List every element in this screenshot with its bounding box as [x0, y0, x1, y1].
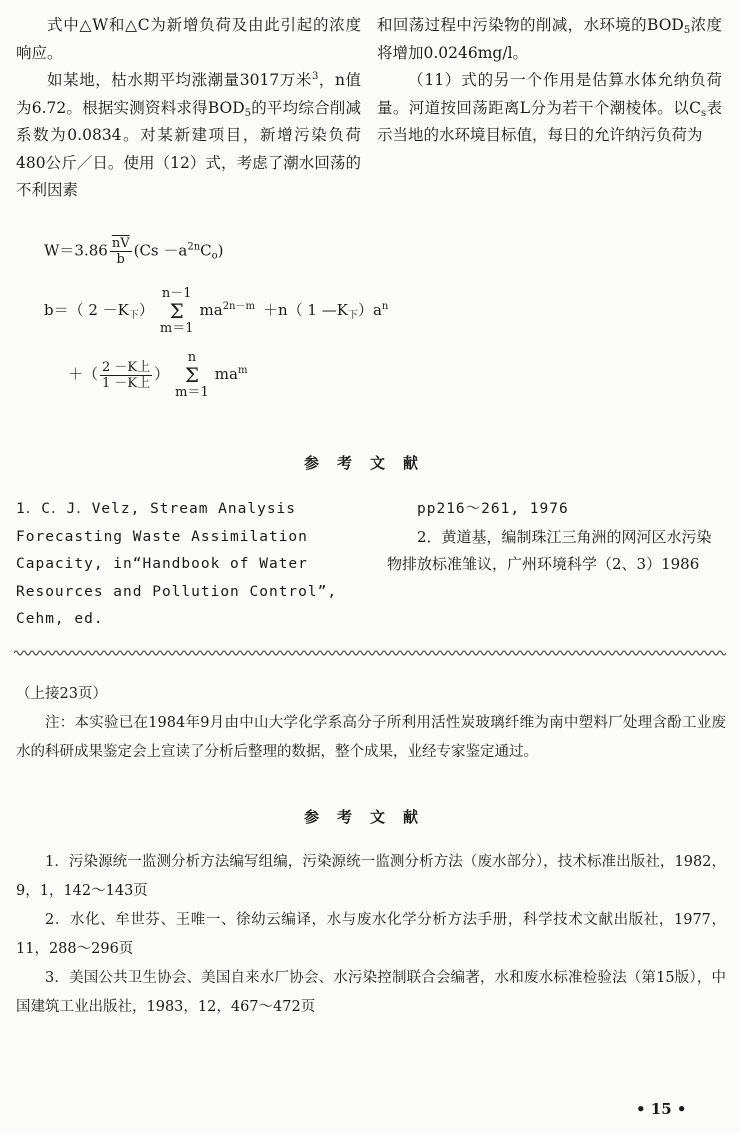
- paragraph: （11）式的另一个作用是估算水体允纳负荷量。河道按回荡距离L分为若干个潮棱体。以$C_s$表示当地的水环境目标值，每日的允许纳污负荷为: [377, 71, 722, 144]
- reference-continuation: pp216～261, 1976: [417, 501, 569, 517]
- note-paragraph: 注：本实验已在1984年9月由中山大学化学系高分子所利用活性炭玻璃纤维为南中塑料厂处理含酚工业废水的科研成果鉴定会上宣读了分析后整理的数据，整个成果，业经专家鉴定通过。: [16, 715, 726, 760]
- reference-item: 3．美国公共卫生协会、美国自来水厂协会、水污染控制联合会编著，水和废水标准检验法（第15版），中国建筑工业出版社，1983，12，467～472页: [16, 970, 726, 1015]
- reference-right-column: [387, 496, 722, 579]
- formula-b-continued: ＋（ $\frac{\text{2 －K上}}{\text{1 －K上}}$ ） n Σ m＝1 $ma^m$: [68, 350, 248, 400]
- continuation-section: [16, 680, 726, 767]
- formula-b: b＝（ $2 -K_下$） n－1 Σ m＝1 $ma^{2n-m} +n$（ 1 $—K_下)a^n$: [44, 286, 389, 336]
- paragraph: 式中△W和△C为新增负荷及由此引起的浓度响应。: [16, 16, 361, 62]
- summation-symbol: n－1 Σ m＝1: [159, 286, 194, 336]
- left-column: [16, 12, 361, 205]
- summation-symbol: n Σ m＝1: [175, 350, 209, 400]
- reference-item: 1．污染源统一监测分析方法编写组编，污染源统一监测分析方法（废水部分），技术标准出版社，1982，9，1，142～143页: [16, 854, 726, 899]
- references-heading: 参考文献: [303, 454, 436, 472]
- page-number: • 15 •: [636, 1100, 687, 1118]
- reference-list: [16, 848, 726, 1022]
- fraction: $\frac{\text{2 －K上}}{\text{1 －K上}}$: [102, 359, 151, 391]
- fraction: $\frac{\overline{nV}}{b}$: [111, 236, 130, 267]
- formula-w: W＝3.86 $\frac{\overline{nV}}{b}$ $(Cs -a^{2n}C_o)$: [44, 236, 224, 267]
- right-column: [377, 12, 722, 150]
- references-heading: 参考文献: [303, 808, 436, 826]
- paragraph: 如某地，枯水期平均涨潮量3017万米$^3$，n值为6.72。根据实测资料求得$BOD_5$的平均综合削减系数为0.0834。对某新建项目，新增污染负荷480公斤／日。使用（12）式，考虑了潮水回荡的不利因素: [16, 71, 361, 199]
- reference-item: 2．黄道基，编制珠江三角洲的网河区水污染物排放标准雏议，广州环境科学（2、3）1986: [387, 527, 712, 573]
- reference-item: 2．水化、牟世芬、王唯一、徐幼云编译，水与废水化学分析方法手册，科学技术文献出版社，1977，11，288～296页: [16, 912, 726, 957]
- paragraph: 和回荡过程中污染物的削减，水环境的$BOD_5$浓度将增加0.0246mg/l。: [377, 16, 722, 62]
- continued-from: （上接23页）: [16, 686, 107, 702]
- reference-item: 1．C．J．Velz, Stream Analysis Forecasting Waste Assimilation Capacity, in“Handbook of Water Resources and Pollution Control”, Cehm, ed.: [16, 501, 338, 627]
- wavy-divider: [14, 648, 726, 658]
